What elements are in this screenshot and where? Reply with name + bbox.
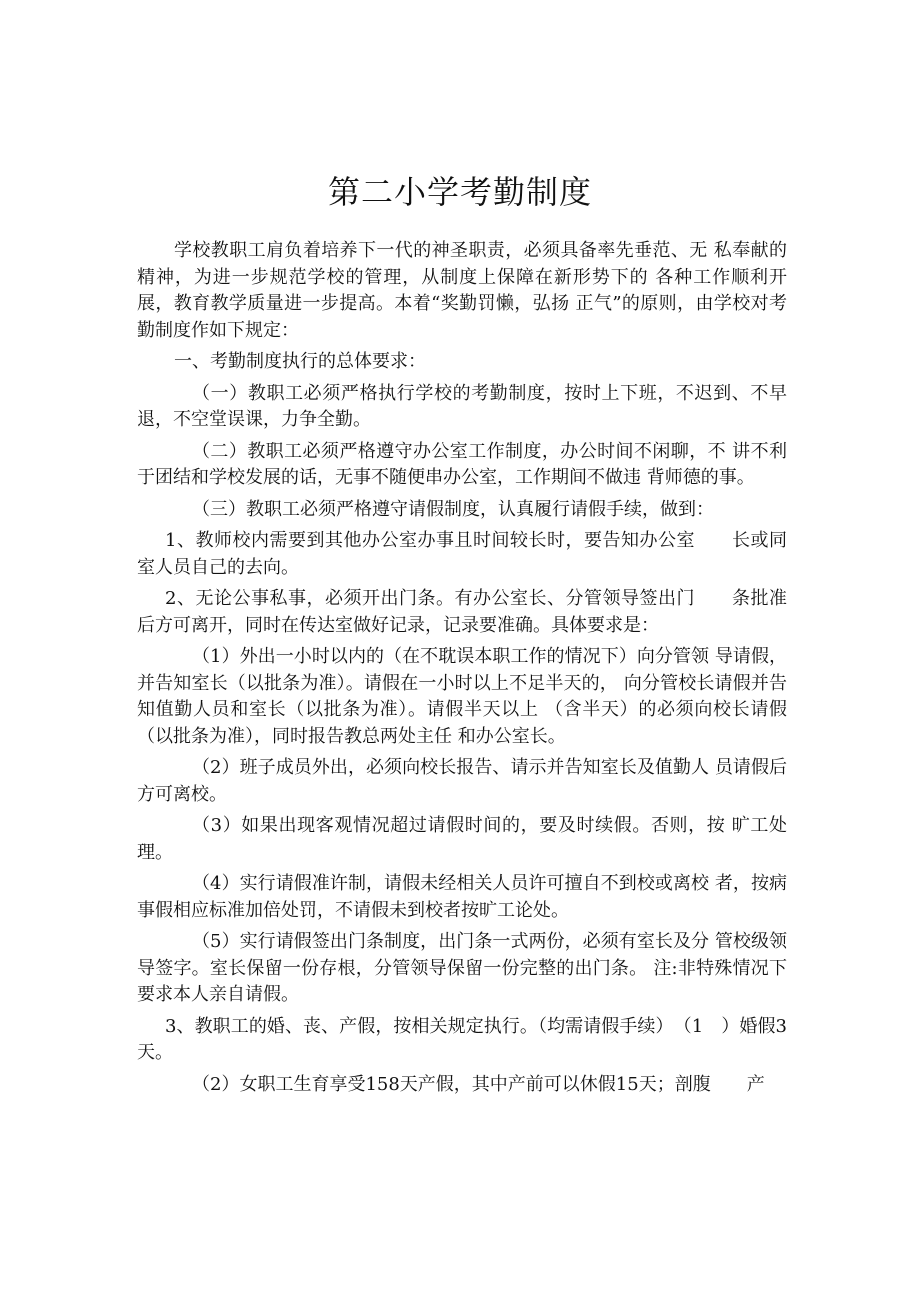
document-body [137,238,787,1103]
paragraph-rule-3: 3、教职工的婚、丧、产假，按相关规定执行。（均需请假手续） （1 ）婚假3天。 [137,1015,787,1063]
paragraph-leave-2: （2）女职工生育享受158天产假，其中产前可以休假15天；剖腹 产 [192,1073,765,1095]
paragraph-item-1: （一）教职工必须严格执行学校的考勤制度，按时上下班，不迟到、不早退，不空堂误课，力争全勤。 [137,382,787,430]
paragraph-subrule-3: （3）如果出现客观情况超过请假时间的，要及时续假。否则，按 旷工处理。 [137,815,787,863]
paragraph-subrule-5: （5）实行请假签出门条制度，出门条一式两份，必须有室长及分 管校级领导签字。室长保留一份存根，分管领导保留一份完整的出门条。 注:非特殊情况下要求本人亲自请假。 [137,931,787,1005]
section-heading-1: 一、考勤制度执行的总体要求： [174,351,426,372]
paragraph-item-2: （二）教职工必须严格遵守办公室工作制度，办公时间不闲聊，不 讲不利于团结和学校发展的话，无事不随便串办公室，工作期间不做违 背师德的事。 [137,440,787,488]
document-title: 第二小学考勤制度 [327,173,592,211]
paragraph-rule-1: 1、教师校内需要到其他办公室办事且时间较长时，要告知办公室 长或同室人员自己的去向。 [137,530,787,578]
paragraph-subrule-1: （1）外出一小时以内的（在不耽误本职工作的情况下）向分管领 导请假，并告知室长（以批条为准）。请假在一小时以上不足半天的， 向分管校长请假并告知值勤人员和室长（以批条为准）。请假半天以上 （含半天）的必须向校长请假（以批条为准），同时报告教总两处主任 和办公室长。 [137,646,787,747]
paragraph-subrule-2: （2）班子成员外出，必须向校长报告、请示并告知室长及值勤人 员请假后方可离校。 [137,757,787,805]
paragraph-subrule-4: （4）实行请假准许制，请假未经相关人员许可擅自不到校或离校 者，按病事假相应标准加倍处罚，不请假未到校者按旷工论处。 [137,873,787,921]
paragraph-intro: 学校教职工肩负着培养下一代的神圣职责，必须具备率先垂范、无 私奉献的精神，为进一步规范学校的管理，从制度上保障在新形势下的 各种工作顺利开展，教育教学质量进一步提高。本着“奖勤罚懒，弘扬 正气”的原则，由学校对考勤制度作如下规定： [137,240,787,341]
paragraph-item-3: （三）教职工必须严格遵守请假制度，认真履行请假手续，做到： [192,498,714,520]
paragraph-rule-2: 2、无论公事私事，必须开出门条。有办公室长、分管领导签出门 条批准后方可离开，同时在传达室做好记录，记录要准确。具体要求是： [137,588,787,636]
